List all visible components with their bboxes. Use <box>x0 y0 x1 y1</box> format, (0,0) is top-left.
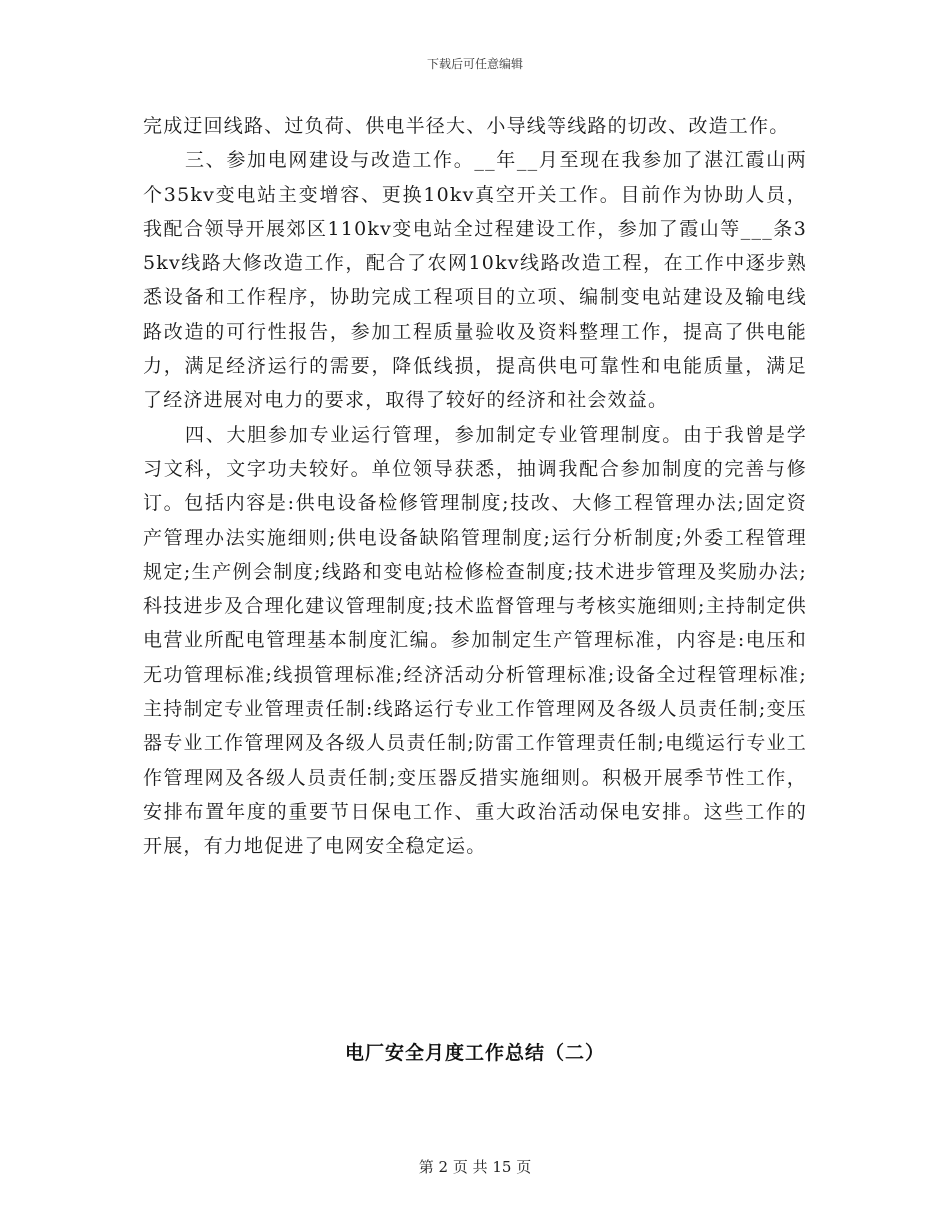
page-footer: 第 2 页 共 15 页 <box>418 1158 532 1176</box>
paragraph-management-systems: 四、大胆参加专业运行管理，参加制定专业管理制度。由于我曾是学习文科，文字功夫较好。单位领导获悉，抽调我配合参加制度的完善与修订。包括内容是:供电设备检修管理制度;技改、大修工程管理办法;固定资产管理办法实施细则;供电设备缺陷管理制度;运行分析制度;外委工程管理规定;生产例会制度;线路和变电站检修检查制度;技术进步管理及奖励办法;科技进步及合理化建议管理制度;技术监督管理与考核实施细则;主持制定供电营业所配电管理基本制度汇编。参加制定生产管理标准，内容是:电压和无功管理标准;线损管理标准;经济活动分析管理标准;设备全过程管理标准;主持制定专业管理责任制:线路运行专业工作管理网及各级人员责任制;变压器专业工作管理网及各级人员责任制;防雷工作管理责任制;电缆运行专业工作管理网及各级人员责任制;变压器反措实施细则。积极开展季节性工作，安排布置年度的重要节日保电工作、重大政治活动保电安排。这些工作的开展，有力地促进了电网安全稳定运。 <box>143 423 807 858</box>
paragraph-grid-construction: 三、参加电网建设与改造工作。__年__月至现在我参加了湛江霞山两个35kv变电站主变增容、更换10kv真空开关工作。目前作为协助人员，我配合领导开展郊区110kv变电站全过程建设工作，参加了霞山等___条35kv线路大修改造工作，配合了农网10kv线路改造工程，在工作中逐步熟悉设备和工作程序，协助完成工程项目的立项、编制变电站建设及输电线路改造的可行性报告，参加工程质量验收及资料整理工作，提高了供电能力，满足经济运行的需要，降低线损，提高供电可靠性和电能质量，满足了经济进展对电力的要求，取得了较好的经济和社会效益。 <box>143 149 807 412</box>
page-header: 下载后可任意编辑 <box>426 57 523 71</box>
section-title: 电厂安全月度工作总结（二） <box>344 1042 605 1064</box>
paragraph-continuation: 完成迂回线路、过负荷、供电半径大、小导线等线路的切改、改造工作。 <box>143 115 790 137</box>
document-body <box>143 109 807 864</box>
